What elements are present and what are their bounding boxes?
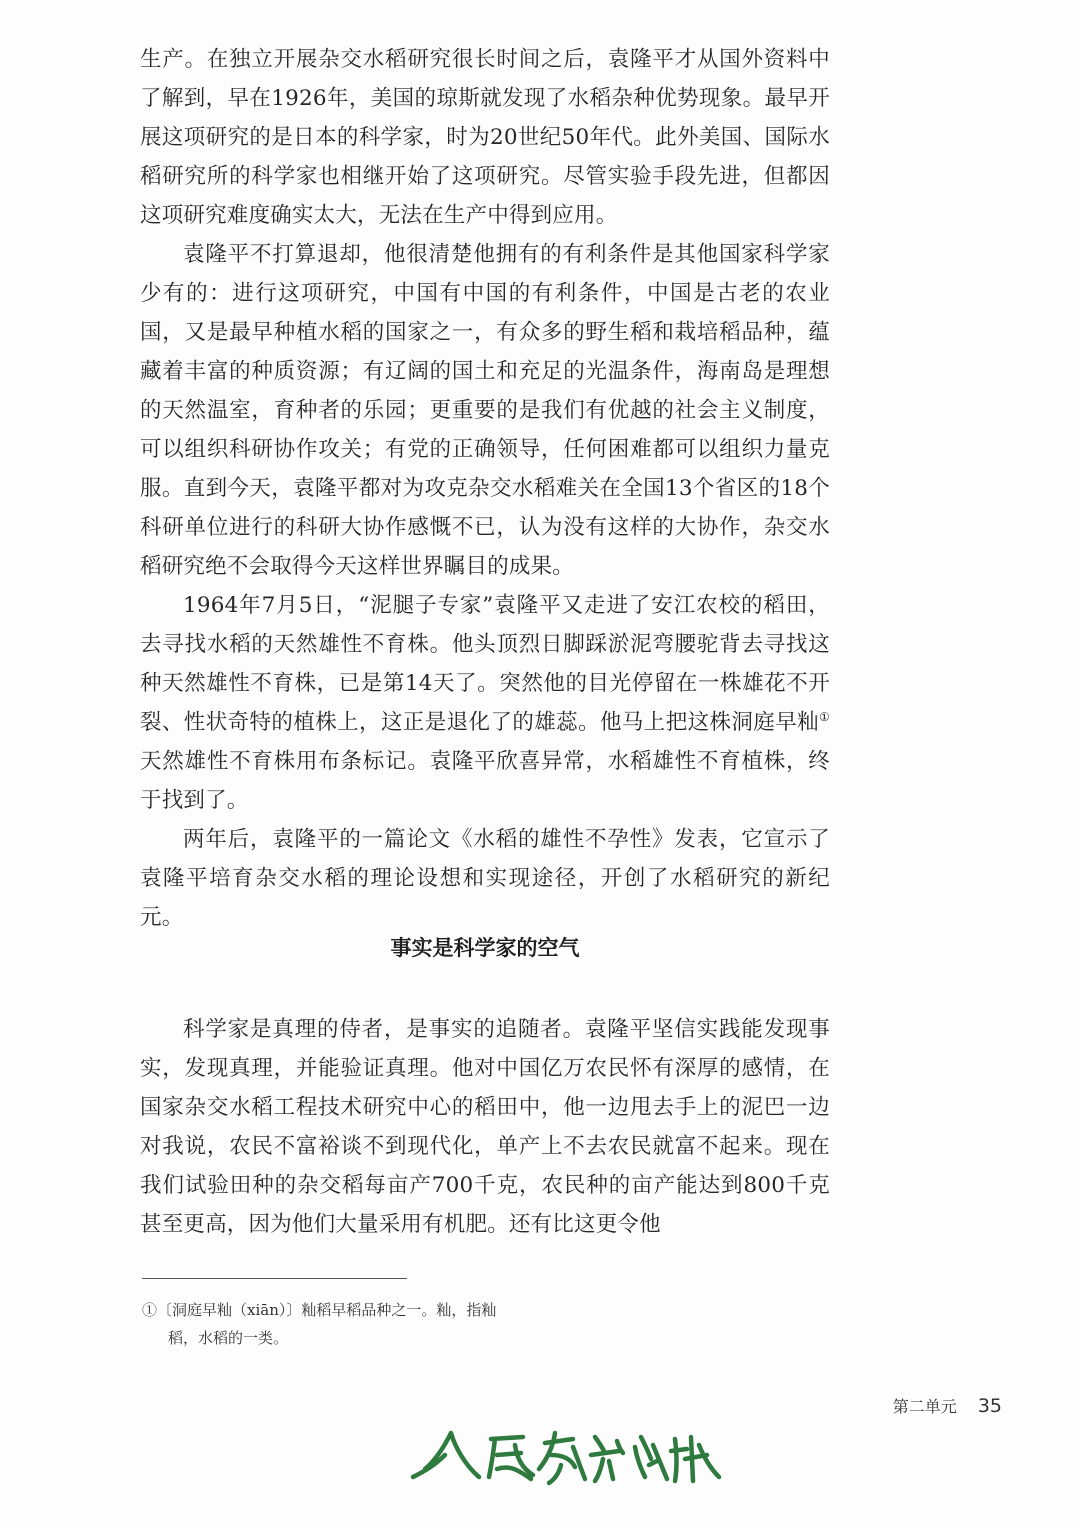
publisher-logo bbox=[405, 1425, 725, 1489]
footnote-line-1: ①〔洞庭早籼（xiān）〕籼稻早稻品种之一。籼，指籼 bbox=[142, 1301, 497, 1319]
main-text bbox=[140, 40, 830, 937]
page-number: 35 bbox=[977, 1395, 1002, 1417]
paragraph-1: 生产。在独立开展杂交水稻研究很长时间之后，袁隆平才从国外资料中了解到，早在1926年，美国的琼斯就发现了水稻杂种优势现象。最早开展这项研究的是日本的科学家，时为20世纪50年代。此外美国、国际水稻研究所的科学家也相继开始了这项研究。尽管实验手段先进，但都因这项研究难度确实太大，无法在生产中得到应用。 bbox=[140, 47, 830, 228]
paragraph-3 bbox=[140, 586, 830, 820]
unit-label: 第二单元 bbox=[892, 1397, 957, 1416]
section-heading: 事实是科学家的空气 bbox=[390, 936, 580, 960]
footnote-divider bbox=[142, 1278, 407, 1279]
section-paragraph: 科学家是真理的侍者，是事实的追随者。袁隆平坚信实践能发现事实，发现真理，并能验证真理。他对中国亿万农民怀有深厚的感情，在国家杂交水稻工程技术研究中心的稻田中，他一边甩去手上的泥巴一边对我说，农民不富裕谈不到现代化，单产上不去农民就富不起来。现在我们试验田种的杂交稻每亩产700千克，农民种的亩产能达到800千克甚至更高，因为他们大量采用有机肥。还有比这更令他 bbox=[140, 1017, 830, 1237]
page-footer bbox=[893, 1394, 1002, 1417]
paragraph-2: 袁隆平不打算退却，他很清楚他拥有的有利条件是其他国家科学家少有的：进行这项研究，中国有中国的有利条件，中国是古老的农业国，又是最早种植水稻的国家之一，有众多的野生稻和栽培稻品种，蕴藏着丰富的种质资源；有辽阔的国土和充足的光温条件，海南岛是理想的天然温室，育种者的乐园；更重要的是我们有优越的社会主义制度，可以组织科研协作攻关；有党的正确领导，任何困难都可以组织力量克服。直到今天，袁隆平都对为攻克杂交水稻难关在全国13个省区的18个科研单位进行的科研大协作感慨不已，认为没有这样的大协作，杂交水稻研究绝不会取得今天这样世界瞩目的成果。 bbox=[140, 242, 830, 579]
footnote-line-2: 稻，水稻的一类。 bbox=[168, 1329, 289, 1347]
paragraph-3-part-2: 天然雄性不育株用布条标记。袁隆平欣喜异常，水稻雄性不育植株，终于找到了。 bbox=[140, 749, 830, 813]
paragraph-4: 两年后，袁隆平的一篇论文《水稻的雄性不孕性》发表，它宣示了袁隆平培育杂交水稻的理论设想和实现途径，开创了水稻研究的新纪元。 bbox=[140, 827, 830, 930]
section-text bbox=[140, 1010, 830, 1244]
footnote-reference[interactable]: ① bbox=[819, 709, 830, 724]
paragraph-3-part-1: 1964年7月5日，“泥腿子专家”袁隆平又走进了安江农校的稻田，去寻找水稻的天然雄性不育株。他头顶烈日脚踩淤泥弯腰驼背去寻找这种天然雄性不育株，已是第14天了。突然他的目光停留在一株雄花不开裂、性状奇特的植株上，这正是退化了的雄蕊。他马上把这株洞庭早籼 bbox=[140, 593, 830, 735]
footnote bbox=[142, 1296, 562, 1352]
